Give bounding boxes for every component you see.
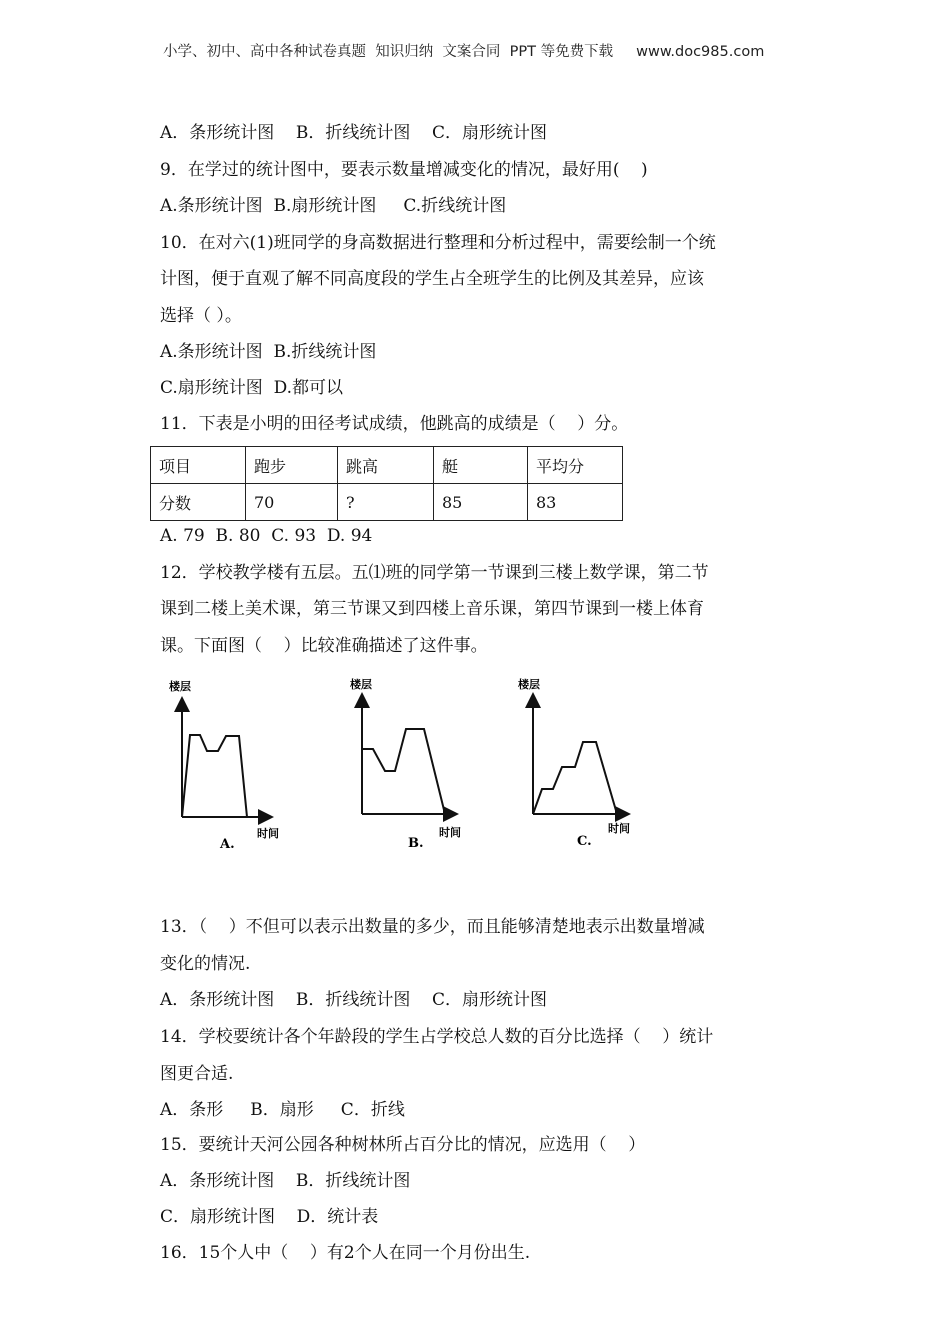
table-cell: 83: [528, 484, 623, 521]
table-row: [151, 484, 623, 521]
text-line: 课。下面图（ ）比较准确描述了这件事。: [160, 636, 488, 656]
graph-a-line: [182, 735, 247, 817]
page-header: [163, 40, 764, 61]
graph-c-line: [533, 742, 617, 814]
table-cell: 艇: [434, 447, 528, 484]
text-line: A．条形统计图 B．折线统计图: [160, 1171, 411, 1191]
header-text: 小学、初中、高中各种试卷真题 知识归纳 文案合同 PPT 等免费下载: [163, 44, 614, 60]
graph-a: [182, 700, 270, 817]
text-line: 图更合适.: [160, 1064, 234, 1084]
text-line: C.扇形统计图 D.都可以: [160, 378, 344, 398]
question-9: 9．在学过的统计图中，要表示数量增减变化的情况，最好用( ): [160, 160, 648, 180]
table-cell: 85: [434, 484, 528, 521]
text-line: 计图，便于直观了解不同高度段的学生占全班学生的比例及其差异，应该: [160, 269, 704, 289]
graph-b: [362, 696, 455, 814]
x-axis-label: 时间: [608, 822, 630, 835]
x-axis-label: 时间: [257, 827, 279, 840]
table-cell: 跑步: [246, 447, 338, 484]
question-12: 12．学校教学楼有五层。五⑴班的同学第一节课到三楼上数学课，第二节: [160, 563, 709, 583]
text-line: A．条形统计图 B．折线统计图 C．扇形统计图: [160, 990, 548, 1010]
table-row: [151, 447, 623, 484]
question-11: 11．下表是小明的田径考试成绩，他跳高的成绩是（ ）分。: [160, 414, 629, 434]
graph-b-line: [362, 729, 445, 814]
question-10: 10．在对六(1)班同学的身高数据进行整理和分析过程中，需要绘制一个统: [160, 233, 716, 253]
x-axis-label: 时间: [439, 826, 461, 839]
y-axis-label: 楼层: [350, 678, 372, 691]
table-cell: ?: [338, 484, 434, 521]
table-cell: 平均分: [528, 447, 623, 484]
score-table: [150, 446, 623, 521]
text-line: A. 79 B. 80 C. 93 D. 94: [160, 526, 373, 546]
y-axis-label: 楼层: [169, 680, 191, 693]
graph-label-a: A.: [220, 837, 235, 852]
graph-label-b: B.: [408, 836, 424, 851]
text-line: 变化的情况.: [160, 954, 251, 974]
question-15: 15．要统计天河公园各种树林所占百分比的情况，应选用（ ）: [160, 1135, 646, 1155]
table-cell: 项目: [151, 447, 246, 484]
graph-label-c: C.: [577, 834, 592, 849]
text-line: A．条形 B．扇形 C．折线: [160, 1100, 405, 1120]
text-line: 选择（ ）。: [160, 306, 242, 326]
question-16: 16．15个人中（ ）有2个人在同一个月份出生.: [160, 1243, 531, 1263]
table-cell: 70: [246, 484, 338, 521]
header-link[interactable]: www.doc985.com: [636, 44, 765, 60]
y-axis-label: 楼层: [518, 678, 540, 691]
text-line: 课到二楼上美术课，第三节课又到四楼上音乐课，第四节课到一楼上体育: [160, 599, 704, 619]
text-line: C．扇形统计图 D．统计表: [160, 1207, 379, 1227]
table-cell: 分数: [151, 484, 246, 521]
text-line: A.条形统计图 B.折线统计图: [160, 342, 377, 362]
text-line: A．条形统计图 B．折线统计图 C．扇形统计图: [160, 123, 548, 143]
text-line: A.条形统计图 B.扇形统计图 C.折线统计图: [160, 196, 507, 216]
question-13: 13．（ ）不但可以表示出数量的多少，而且能够清楚地表示出数量增减: [160, 917, 705, 937]
graph-c: [533, 696, 627, 814]
question-14: 14．学校要统计各个年龄段的学生占学校总人数的百分比选择（ ）统计: [160, 1027, 714, 1047]
table-cell: 跳高: [338, 447, 434, 484]
